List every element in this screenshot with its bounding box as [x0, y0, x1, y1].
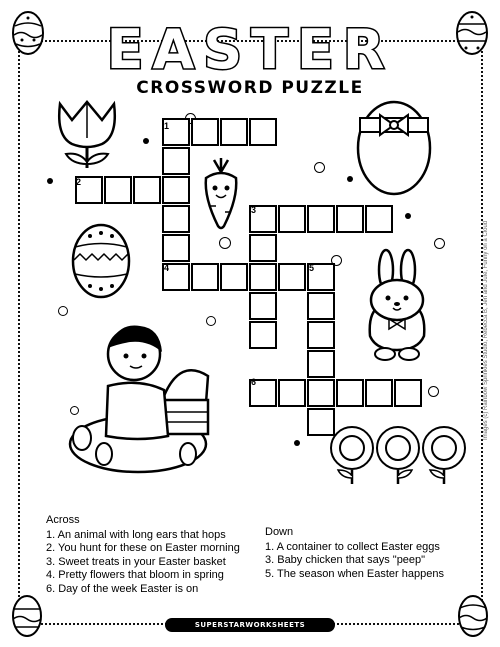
decor-dot — [428, 386, 439, 397]
decor-dot — [294, 440, 300, 446]
crossword-cell[interactable] — [220, 118, 248, 146]
crossword-cell[interactable] — [249, 263, 277, 291]
across-clue: 4. Pretty flowers that bloom in spring — [46, 569, 224, 581]
decorated-egg-icon — [70, 222, 132, 300]
page-title: EASTER — [106, 18, 394, 81]
clue-number-3: 3 — [251, 205, 257, 215]
crossword-cell[interactable] — [365, 205, 393, 233]
decor-dot — [143, 138, 149, 144]
tulip-icon — [52, 98, 122, 170]
down-clue: 3. Baby chicken that says "peep" — [265, 554, 426, 566]
page-subtitle: CROSSWORD PUZZLE — [136, 78, 364, 98]
crossword-cell[interactable] — [162, 205, 190, 233]
crossword-cell[interactable] — [104, 176, 132, 204]
crossword-cell[interactable] — [162, 176, 190, 204]
egg-top-left-icon — [10, 8, 46, 58]
crossword-cell[interactable] — [278, 379, 306, 407]
crossword-cell[interactable] — [249, 118, 277, 146]
crossword-cell[interactable] — [307, 321, 335, 349]
crossword-cell[interactable] — [336, 205, 364, 233]
flowers-icon — [328, 424, 470, 486]
decor-dot — [347, 176, 353, 182]
bunny-icon — [358, 246, 438, 364]
clue-number-1: 1 — [164, 121, 170, 131]
decor-dot — [405, 213, 411, 219]
crossword-cell[interactable] — [162, 234, 190, 262]
decor-dot — [434, 238, 445, 249]
crossword-cell[interactable] — [191, 263, 219, 291]
across-clue: 1. An animal with long ears that hops — [46, 528, 226, 541]
decor-dot — [58, 306, 68, 316]
egg-with-bow-icon — [352, 93, 436, 197]
decor-dot — [206, 316, 216, 326]
crossword-cell[interactable] — [365, 379, 393, 407]
down-clue: 1. A container to collect Easter eggs — [265, 540, 440, 553]
crossword-cell[interactable] — [278, 263, 306, 291]
crossword-cell[interactable] — [133, 176, 161, 204]
decor-dot — [314, 162, 325, 173]
across-clues — [46, 514, 240, 596]
decor-dot — [219, 237, 231, 249]
across-clue: 6. Day of the week Easter is on — [46, 582, 199, 595]
crossword-cell[interactable] — [249, 234, 277, 262]
decor-dot — [70, 406, 79, 415]
clue-number-2: 2 — [76, 177, 82, 187]
crossword-cell[interactable] — [307, 379, 335, 407]
down-heading: Down — [265, 526, 294, 538]
egg-bottom-left-icon — [10, 592, 44, 640]
crossword-cell[interactable] — [307, 292, 335, 320]
title-graphic — [0, 0, 500, 80]
decor-dot — [47, 178, 53, 184]
crossword-cell[interactable] — [307, 408, 335, 436]
egg-bottom-right-icon — [456, 592, 490, 640]
clue-number-6: 6 — [251, 377, 257, 387]
boy-with-basket-icon — [68, 318, 210, 478]
crossword-cell[interactable] — [220, 263, 248, 291]
crossword-cell[interactable] — [249, 292, 277, 320]
image-credit: Images (c) Rainbow Sprinkles Studio, Rebecca B, Jen and Jule, Funny on a Cloud — [483, 220, 489, 440]
crossword-cell[interactable] — [162, 147, 190, 175]
across-clue: 3. Sweet treats in your Easter basket — [46, 555, 226, 568]
carrot-icon — [198, 158, 244, 230]
brand-footer: SUPERSTARWORKSHEETS — [165, 618, 335, 632]
clue-number-4: 4 — [164, 263, 170, 273]
crossword-cell[interactable] — [191, 118, 219, 146]
egg-top-right-icon — [454, 8, 490, 58]
clue-number-5: 5 — [309, 263, 315, 273]
crossword-cell[interactable] — [307, 205, 335, 233]
crossword-cell[interactable] — [249, 321, 277, 349]
down-clue: 5. The season when Easter happens — [265, 567, 444, 580]
across-clue: 2. You hunt for these on Easter morning — [46, 542, 240, 554]
crossword-cell[interactable] — [394, 379, 422, 407]
down-clues — [265, 526, 444, 581]
crossword-cell[interactable] — [307, 350, 335, 378]
crossword-cell[interactable] — [336, 379, 364, 407]
crossword-cell[interactable] — [278, 205, 306, 233]
across-heading: Across — [46, 514, 80, 526]
